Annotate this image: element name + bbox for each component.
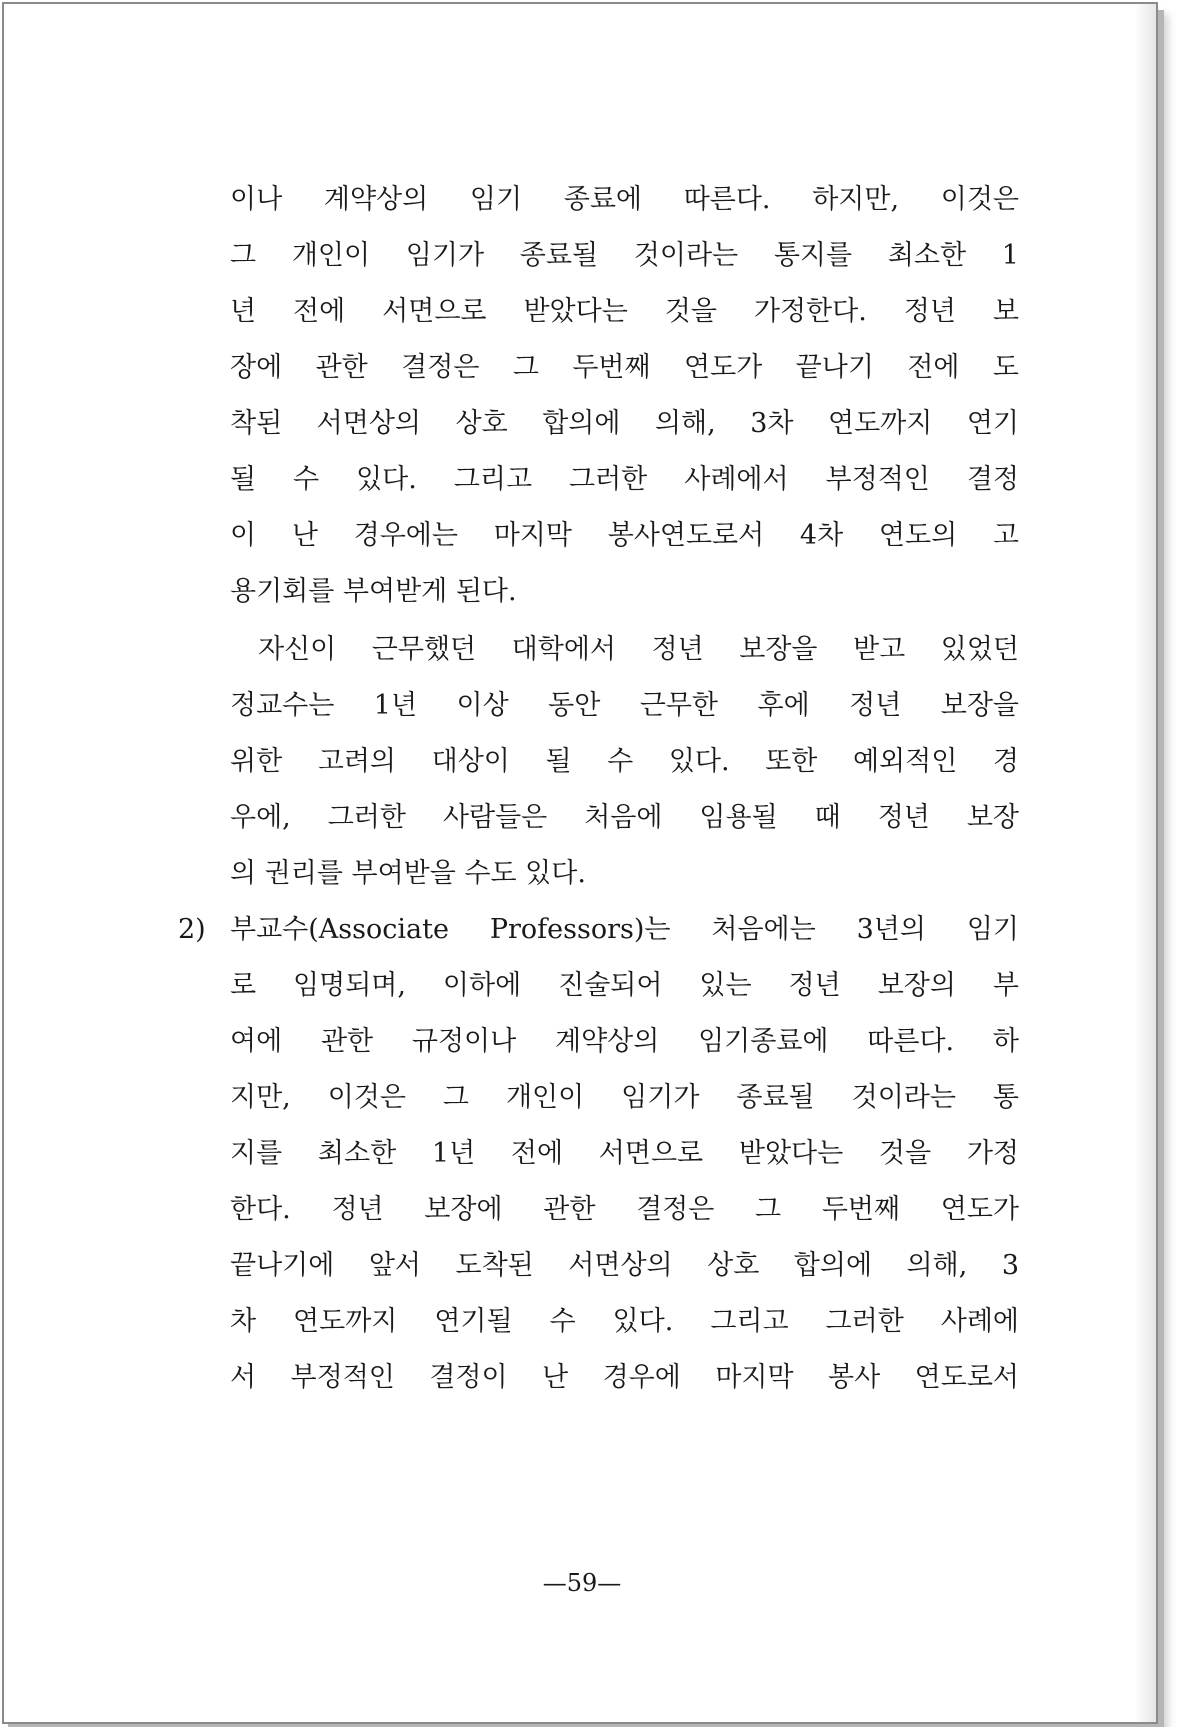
text-line: 의 권리를 부여받을 수도 있다. bbox=[230, 858, 586, 889]
text-line: 자신이 근무했던 대학에서 정년 보장을 받고 있었던 bbox=[258, 634, 1019, 665]
text-line: 지를 최소한 1년 전에 서면으로 받았다는 것을 가정 bbox=[230, 1138, 1019, 1169]
text-line: 정교수는 1년 이상 동안 근무한 후에 정년 보장을 bbox=[230, 690, 1019, 721]
text-line: 착된 서면상의 상호 합의에 의해, 3차 연도까지 연기 bbox=[230, 408, 1019, 439]
text-line: 서 부정적인 결정이 난 경우에 마지막 봉사 연도로서 bbox=[230, 1362, 1019, 1393]
page-number: —59— bbox=[542, 1569, 622, 1597]
text-line: 여에 관한 규정이나 계약상의 임기종료에 따른다. 하 bbox=[230, 1026, 1019, 1057]
text-line: 위한 고려의 대상이 될 수 있다. 또한 예외적인 경 bbox=[230, 746, 1019, 777]
text-line: 한다. 정년 보장에 관한 결정은 그 두번째 연도가 bbox=[230, 1194, 1019, 1225]
text-line: 끝나기에 앞서 도착된 서면상의 상호 합의에 의해, 3 bbox=[230, 1250, 1019, 1281]
document-page bbox=[2, 2, 1158, 1724]
text-line: 우에, 그러한 사람들은 처음에 임용될 때 정년 보장 bbox=[230, 802, 1019, 833]
text-line: 이 난 경우에는 마지막 봉사연도로서 4차 연도의 고 bbox=[230, 520, 1019, 551]
text-line: 될 수 있다. 그리고 그러한 사례에서 부정적인 결정 bbox=[230, 464, 1019, 495]
text-line: 장에 관한 결정은 그 두번째 연도가 끝나기 전에 도 bbox=[230, 352, 1019, 383]
page-edge-shadow bbox=[1134, 4, 1156, 1722]
list-item-marker: 2) bbox=[178, 914, 206, 945]
text-line: 그 개인이 임기가 종료될 것이라는 통지를 최소한 1 bbox=[230, 240, 1019, 271]
text-line: 지만, 이것은 그 개인이 임기가 종료될 것이라는 통 bbox=[230, 1082, 1019, 1113]
text-line: 차 연도까지 연기될 수 있다. 그리고 그러한 사례에 bbox=[230, 1306, 1019, 1337]
text-line: 로 임명되며, 이하에 진술되어 있는 정년 보장의 부 bbox=[230, 970, 1019, 1001]
text-line: 부교수(Associate Professors)는 처음에는 3년의 임기 bbox=[230, 914, 1019, 945]
text-line: 년 전에 서면으로 받았다는 것을 가정한다. 정년 보 bbox=[230, 296, 1019, 327]
text-line: 용기회를 부여받게 된다. bbox=[230, 576, 517, 607]
text-line: 이나 계약상의 임기 종료에 따른다. 하지만, 이것은 bbox=[230, 184, 1019, 215]
